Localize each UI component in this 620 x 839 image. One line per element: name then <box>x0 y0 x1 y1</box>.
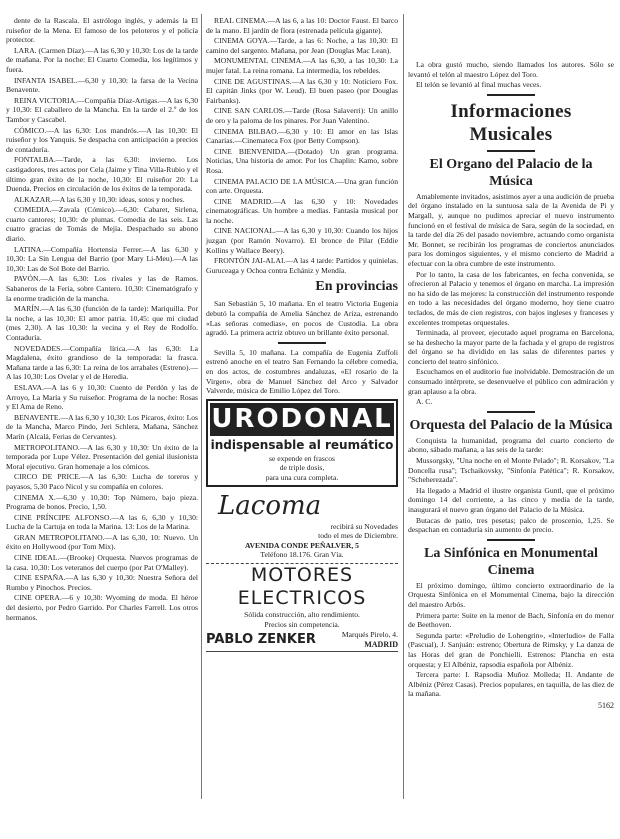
urodonal-advertisement <box>206 399 398 487</box>
article-title: El Organo del Palacio de la Música <box>429 156 593 189</box>
article-body <box>408 581 614 699</box>
urodonal-logo: URODONAL <box>211 403 393 434</box>
paragraph: Segunda parte: «Preludio de Lohengrin», «Interludio» de Falla (Pascual), J. Sanjuán: estreno; Obertura de Rimsky, y La danza de las Horas del gran de Ponchielli. Estrenos: Plancha en esta orquesta; y El Albéniz, rapsodia española por Albéniz. <box>408 630 614 669</box>
paragraph: MARÍN.—A las 6,30 (función de la tarde): Mariquilla. Por la noche, a las 10,30: El amor patria. 10,45: que mi ciudad (mes 2,30). A las 10,30: la vecina y el Rey de Rodolfo. Contaduría. <box>6 304 198 342</box>
ad-text: recibirá su Novedades <box>330 521 398 531</box>
paragraph: La obra gustó mucho, siendo llamados los autores. Sólo se levantó el telón al maestro López del Toro. <box>408 60 614 79</box>
ad-city: MADRID <box>364 639 398 649</box>
paragraph: CINE SAN CARLOS.—Tarde (Rosa Salaverri): Un anillo de oro y la paloma de los pinares. Por Juan Valentino. <box>206 106 398 125</box>
provincias-paragraph: San Sebastián 5, 10 mañana. En el teatro Victoria Eugenia debutó la compañía de Amelia Sánchez de Ariza, estrenando «Las señoras comedias», en pocos de Custodia. La obra agradó. La primera actriz obtuvo un brillante éxito personal. <box>206 299 398 338</box>
column-divider <box>403 14 404 799</box>
paragraph: CINEMA BILBAO.—6,30 y 10: El amor en las Islas Canarias.—Cinemateca Fox (por Betty Compson). <box>206 126 398 146</box>
article-title: Orquesta del Palacio de la Música <box>409 417 613 433</box>
page-number: 5162 <box>598 700 614 710</box>
ad-phone: Teléfono 18.176. Gran Vía. <box>260 550 344 560</box>
cinema-listings <box>206 16 398 275</box>
paragraph: PAVÓN.—A las 6,30: Los rivales y las de Ramos. Sabaneros de la Feria, sobre Cantero. 10,30: Cinematógrafo y la enorme tradición de la mancha. <box>6 274 198 303</box>
ad-text: de triple dosis, <box>279 463 325 473</box>
article-body <box>408 192 614 396</box>
paragraph: Ha llegado a Madrid el ilustre organista Guntl, que el próximo domingo 14 del corriente, a las cinco y media de la tarde, inaugurará el nuevo gran órgano del Palacio de la Música. <box>408 485 614 514</box>
paragraph: NOVEDADES.—Compañía lírica.—A las 6,30: La Magdalena, éxito grandioso de la temporada: la frasca. Mañana tarde a las 6,30: La reina de los arrabales (Estreno).—A las 10,30: Los Ovelar y el de Heredia. <box>6 343 198 382</box>
paragraph: GRAN METROPOLITANO.—A las 6,30, 10: Nuevo. Un éxito en Hollywood (por Tom Mix). <box>6 532 198 552</box>
ad-address: Marqués Pirelo, 4. <box>341 630 398 640</box>
ad-address: AVENIDA CONDE PEÑALVER, 5 <box>245 540 359 550</box>
paragraph: El próximo domingo, último concierto extraordinario de la Orquesta Sinfónica en el Monumental Cinema, bajo la dirección del maestro Arbós. <box>408 580 614 609</box>
article-title: La Sinfónica en Monumental Cinema <box>424 545 598 578</box>
ad-text: para una cura completa. <box>265 472 339 482</box>
paragraph: Por lo tanto, la casa de los fabricantes, en fecha convenida, se ofrecieron al Palacio y tenemos el órgano en marcha. La impresión no ha sido de las mejores: la construcción del instrumento responde en todo a las necesidades del órgano moderno, hoy tiene cuatro teclados, de más de cien registros, con bajos ingleses y franceses y excelentes trompetas orquestales. <box>408 269 614 327</box>
left-column-listings <box>6 16 198 623</box>
paragraph: Tercera parte: I. Rapsodia Muñoz Molleda; II. Andante de Albéniz (Pérez Casas). Precios populares, en taquilla, de las diez de la mañana. <box>408 670 614 699</box>
paragraph: CINE NACIONAL.—A las 6,30 y 10,30: Cuando los hijos juzgan (por Ramón Novarro). El bronce de Pilar (Eddie Kollins y Wallace Beery). <box>206 226 398 255</box>
paragraph: CINE BIENVENIDA.—(Dotado) Un gran programa. Noticias, Una historia de amor. Por los Chaplin: Kamo, sobre Rosa. <box>206 146 398 175</box>
ad-text: Precios sin competencia. <box>264 619 340 629</box>
section-heading: Informaciones Musicales <box>450 100 572 145</box>
lacoma-advertisement <box>206 490 398 560</box>
section-title-provincias: En provincias <box>315 279 398 295</box>
paragraph: METROPOLITANO.—A las 6,30 y 10,30: Un éxito de la temporada por Lupe Vélez. Presentación del genial ilusionista Moral ejecutivo. Gran homenaje a los cómicos. <box>6 442 198 471</box>
article-body <box>408 436 614 535</box>
paragraph: ESLAVA.—A las 6 y 10,30: Cuento de Perdón y las de Arroyo, La María y Su ruiseñor. Programa de la noche: Rosas y El Ama de Reno. <box>6 382 198 412</box>
paragraph: MONUMENTAL CINEMA.—A las 6,30, a las 10,30: La mujer fatal. La reina romana. La intermedia, los rebeldes. <box>206 56 398 75</box>
paragraph: INFANTA ISABEL.—6,30 y 10,30: la farsa de la Vecina Benavente. <box>6 75 198 95</box>
paragraph: CINE PRÍNCIPE ALFONSO.—A las 6, 6,30 y 10,30: Lucha de la Cartuja en toda la Marina. 13: Los de la Marina. <box>6 512 198 532</box>
provincias-paragraph: Sevilla 5, 10 mañana. La compañía de Eugenia Zuffoli estrenó anoche en el teatro San Fernando la célebre comedia, en dos actos, de costumbres andaluzas, «El rosario de la Virgen», obra de Manuel Sánchez del Arco y Salvador Valverde, música de Emilio López del Toro. <box>206 347 398 396</box>
middle-column <box>206 16 398 652</box>
paragraph: CINE OPERA.—6 y 10,30: Wyoming de moda. El héroe del desierto, por Pedro Garrido. Por Charles Farrell. Los otros hermanos. <box>6 593 198 622</box>
divider <box>487 150 535 152</box>
paragraph: REINA VICTORIA.—Compañía Díaz-Artigas.—A las 6,30 y 10,30: El caballero de la Mancha. En la tarde el 2.º de los Tambor y Cascabel. <box>6 95 198 124</box>
paragraph: Primera parte: Suite en la menor de Bach, Sinfonía en do menor de Beethoven. <box>408 610 614 630</box>
paragraph: Conquista la humanidad, programa del cuarto concierto de abono, sábado mañana, a las seis de la tarde: <box>408 435 614 455</box>
paragraph: Mussorgsky, "Una noche en el Monte Pelado"; R. Korsakov, "La Doncella rusa"; Tschaikovsky, "Sinfonía Patética"; R. Korsakov, "Scheherezada". <box>408 456 614 485</box>
paragraph: REAL CINEMA.—A las 6, a las 10: Doctor Faust. El barco de la mano. El jardín de flora (estrenada película gigante). <box>206 16 398 35</box>
ad-text: Sólida construcción, alto rendimiento. <box>244 609 360 619</box>
divider <box>487 411 535 413</box>
ad-company: PABLO ZENKER <box>206 631 316 647</box>
paragraph: ALKAZAR.—A las 6,30 y 10,30: ideas, sotos y noches. <box>14 194 185 204</box>
paragraph: Butacas de patio, tres pesetas; palco de proscenio, 1,25. Se despachan en contaduría sin aumento de precio. <box>408 515 614 535</box>
right-column <box>408 60 614 711</box>
paragraph: LATINA.—Compañía Hortensia Ferrer.—A las 6,30 y 10,30: La Sin Lengua del Barrio (por Mary Li-Meu).—A las 10,30: Las de Sol Bote del Barrio. <box>6 244 198 273</box>
paragraph: CIRCO DE PRICE.—A las 6,30: Lucha de toreros y payasos, 5,30 Paco Nicol y su compañía en colores. <box>6 472 198 491</box>
paragraph: FRONTÓN JAI-ALAI.—A las 4 tarde: Partidos y quinielas. Guruceaga y Ochoa contra Echániz y Mendía. <box>206 256 398 275</box>
paragraph: CINEMA X.—6,30 y 10,30: Top Número, bajo pieza. Programa de bonos. Precio, 1,50. <box>6 492 198 512</box>
paragraph: COMEDIA.—Zavala (Cómico).—6,30: Cabaret, Sirlena, cuarto cantores; 10,30: de plumas. Comedia de las seis. Las cuatro gracias de Tomás de Mejía. Despachado su abono diario. <box>6 205 198 244</box>
signature: A. C. <box>416 397 433 407</box>
paragraph: FONTALBA.—Tarde, a las 6,30: invierno. Los castigadores, tres actos por Cela (Jaime y Tina Villa-Rubio y el último gran éxito de la noche, 10,30: El ruiseñor 20: La Duenda. Precios en circulación de los éxitos de la temporada. <box>6 155 198 194</box>
paragraph: Escuchamos en el auditorio fue inolvidable. Demostración de un consumado intérprete, se desenvuelve el público con admiración y gran aplauso a la obra. <box>408 367 614 396</box>
paragraph: CINEMA GOYA.—Tarde, a las 6: Noche, a las 10,30: El camino del sargento. Mañana, por Jean (Douglas Mac Lean). <box>206 36 398 55</box>
paragraph: dente de la Rascala. El astrólogo inglés, y además la El ruiseñor de la Mena. El famoso de los peloteros y el policía protector. <box>6 16 198 45</box>
ad-headline: MOTORES ELECTRICOS <box>206 563 398 610</box>
divider <box>487 94 535 96</box>
paragraph: BENAVENTE.—A las 6,30 y 10,30: Los Pícaros, éxito: Los de la Mancha, Marco Pindo, Jeri Schlera, Mañana, Sánchez Marín (Alcalá, Ferias de Cervantes). <box>6 412 198 441</box>
paragraph: CINE IDEAL.—(Brooke) Orquesta. Nuevos programas de la casa. 10,30: Los veteranos del cuerpo (por Pat O'Malley). <box>6 553 198 572</box>
paragraph: CÓMICO.—A las 6,30: Los mandrós.—A las 10,30: El ruiseñor y los Yanquis. Se despacha con anticipación a precios de contaduría. <box>6 125 198 154</box>
divider <box>487 539 535 541</box>
motores-advertisement <box>206 563 398 652</box>
paragraph: CINE DE AGUSTINAS.—A las 6,30 y 10: Noticiero Fox. El capitán Jinks (por W. Leud). El buen paseo (por Douglas Fairbanks). <box>206 76 398 105</box>
ad-headline: indispensable al reumático <box>210 437 394 452</box>
paragraph: CINEMA PALACIO DE LA MÚSICA.—Una gran función con arte. Orquesta. <box>206 176 398 196</box>
ad-text: todo el mes de Diciembre. <box>318 531 398 541</box>
paragraph: Amablemente invitados, asistimos ayer a una audición de prueba del órgano instalado en la suntuosa sala de la Avenida de Pi y Margall, y, aunque no pudimos apreciar el nuevo instrumento funcionó en el festival de música de Sara, según de la sociedad, en la tarde del día 26 del pasado noviembre, actuando como organista Mr. Bonnet, se recibirán los programas de conciertos anunciados para los domingos siguientes, y el mismo concierto de Madrid a efectuar con la obra cumbre de este instrumento. <box>408 191 614 268</box>
paragraph: LARA. (Carmen Díaz).—A las 6,30 y 10,30: Los de la tarde de mañana. Por la noche: El Cuarto Comedia, los legítimos y fuera. <box>6 45 198 74</box>
paragraph: El telón se levantó al final muchas veces. <box>416 80 542 90</box>
column-divider <box>201 14 202 799</box>
paragraph: CINE ESPAÑA.—A las 6,30 y 10,30: Nuestra Señora del Rumbo y Pinochos. Precios. <box>6 573 198 592</box>
paragraph: Terminada, al proveer, ejecutado aquel programa en Barcelona, se ha deshecho la mayor parte de la fachada y el grupo de registros del órgano se ha dividido en las salas de diferentes partes y concierto del teatro sinfónico. <box>408 328 614 366</box>
lacoma-logo: Lacoma <box>218 490 322 521</box>
paragraph: CINE MADRID.—A las 6,30 y 10: Novedades cinematográficas. Un hombre a medias. Fantasía musical por la noche. <box>206 196 398 225</box>
ad-text: se expende en frascos <box>269 453 335 463</box>
divider <box>278 342 326 344</box>
